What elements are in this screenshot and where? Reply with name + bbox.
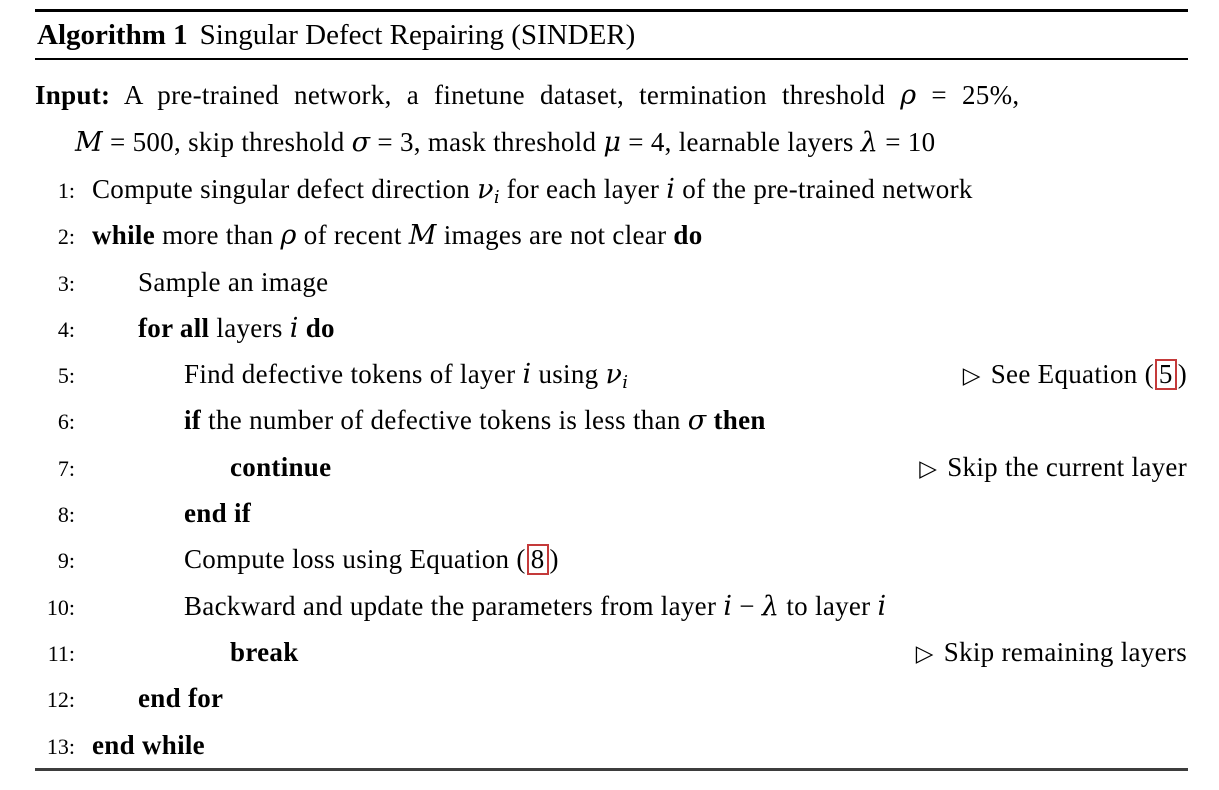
text-segment: while bbox=[92, 220, 156, 251]
text-segment: i bbox=[289, 312, 299, 344]
text-segment: Skip remaining layers bbox=[943, 636, 1187, 667]
equation-ref-link[interactable]: 5 bbox=[1155, 359, 1177, 390]
text-segment: σ bbox=[351, 127, 371, 158]
text-segment: i bbox=[666, 174, 676, 205]
text-segment: the number of defective tokens is less than bbox=[201, 405, 688, 436]
statement bbox=[75, 452, 331, 482]
text-segment: = 10 bbox=[878, 127, 936, 157]
line-number: 5: bbox=[57, 363, 75, 389]
comment-triangle-icon: ▷ bbox=[915, 640, 934, 666]
algo-line-6 bbox=[35, 397, 1188, 443]
algo-line-10 bbox=[35, 583, 1188, 629]
algo-line-12 bbox=[35, 675, 1188, 721]
text-segment: i bbox=[877, 590, 887, 622]
bottom-rule bbox=[35, 768, 1188, 771]
text-segment: ρ bbox=[280, 220, 297, 252]
text-segment: end while bbox=[92, 729, 205, 760]
input-block bbox=[35, 60, 1188, 166]
text-segment: Sample an image bbox=[138, 266, 329, 297]
statement bbox=[75, 174, 973, 208]
comment-triangle-icon: ▷ bbox=[919, 455, 938, 481]
text-segment: M bbox=[408, 220, 437, 252]
inline-comment bbox=[919, 444, 1187, 490]
statement bbox=[75, 405, 766, 435]
line-number: 2: bbox=[57, 224, 75, 250]
text-segment: Input: bbox=[35, 80, 111, 110]
text-segment: = 3, mask threshold bbox=[370, 127, 604, 157]
text-segment: ν bbox=[477, 174, 494, 205]
algo-line-4 bbox=[35, 305, 1188, 351]
text-segment: end for bbox=[138, 683, 224, 714]
line-number: 9: bbox=[57, 548, 75, 574]
input-line bbox=[35, 119, 1188, 166]
text-segment: if bbox=[184, 405, 202, 436]
text-segment: Find defective tokens of layer bbox=[184, 359, 523, 390]
text-segment: See Equation ( bbox=[990, 359, 1154, 390]
line-number: 6: bbox=[57, 409, 75, 435]
input-line bbox=[35, 72, 1188, 119]
algo-line-1 bbox=[35, 166, 1188, 212]
line-number: 13: bbox=[46, 733, 75, 759]
text-segment: Compute singular defect direction bbox=[92, 174, 478, 204]
text-segment: σ bbox=[687, 405, 707, 437]
text-segment: − bbox=[732, 590, 762, 621]
text-segment: M bbox=[75, 127, 103, 158]
text-segment: break bbox=[230, 636, 299, 667]
statement bbox=[75, 591, 886, 621]
statement bbox=[75, 683, 223, 713]
text-segment: ρ bbox=[900, 80, 917, 111]
statement bbox=[75, 313, 335, 343]
algo-line-3 bbox=[35, 259, 1188, 305]
text-segment: Backward and update the parameters from layer bbox=[184, 590, 724, 621]
algorithm-body bbox=[35, 166, 1188, 768]
equation-ref-link[interactable]: 8 bbox=[527, 544, 549, 575]
text-segment: layers bbox=[209, 312, 290, 343]
line-number: 1: bbox=[57, 178, 75, 203]
text-segment: do bbox=[305, 312, 335, 343]
algo-line-13 bbox=[35, 722, 1188, 768]
text-segment: of the pre-trained network bbox=[675, 174, 973, 204]
algo-line-7 bbox=[35, 444, 1188, 490]
text-segment: for all bbox=[138, 312, 210, 343]
text-segment: Skip the current layer bbox=[947, 451, 1187, 482]
text-segment: Compute loss using Equation ( bbox=[184, 544, 526, 575]
statement bbox=[75, 730, 205, 760]
line-number: 3: bbox=[57, 270, 75, 296]
text-segment: more than bbox=[155, 220, 281, 251]
text-segment: = 500, skip threshold bbox=[102, 127, 352, 157]
text-segment: = 4, learnable layers bbox=[621, 127, 861, 157]
text-segment: do bbox=[673, 220, 703, 251]
line-number: 4: bbox=[57, 316, 75, 342]
algo-line-11 bbox=[35, 629, 1188, 675]
text-segment: using bbox=[531, 359, 606, 390]
algo-line-2 bbox=[35, 212, 1188, 258]
text-segment: images are not clear bbox=[436, 220, 674, 251]
line-number: 8: bbox=[57, 502, 75, 528]
text-segment bbox=[706, 405, 713, 435]
inline-comment bbox=[916, 629, 1187, 675]
text-segment: of recent bbox=[296, 220, 409, 251]
comment-triangle-icon: ▷ bbox=[962, 363, 981, 389]
statement bbox=[75, 220, 703, 250]
statement bbox=[75, 544, 559, 574]
text-segment: then bbox=[713, 405, 766, 436]
statement bbox=[75, 498, 251, 528]
text-segment: to layer bbox=[779, 590, 878, 621]
inline-comment bbox=[963, 351, 1187, 397]
algorithm-block bbox=[35, 9, 1188, 771]
text-segment: continue bbox=[230, 451, 332, 482]
text-segment: ν bbox=[605, 359, 623, 391]
algorithm-header bbox=[35, 12, 1188, 58]
text-segment: μ bbox=[603, 127, 622, 158]
algo-line-9 bbox=[35, 536, 1188, 582]
line-number: 7: bbox=[57, 455, 75, 481]
algo-line-8 bbox=[35, 490, 1188, 536]
line-number: 12: bbox=[46, 687, 75, 713]
text-segment: i bbox=[522, 359, 532, 391]
text-segment: i bbox=[622, 372, 628, 394]
text-segment: A pre-trained network, a finetune dataset, termination threshold bbox=[110, 80, 901, 110]
statement bbox=[75, 637, 299, 667]
text-segment bbox=[299, 313, 306, 343]
algo-line-5 bbox=[35, 351, 1188, 397]
algorithm-label: Algorithm 1 bbox=[37, 19, 188, 51]
algorithm-title: Singular Defect Repairing (SINDER) bbox=[199, 19, 636, 51]
text-segment: ) bbox=[549, 544, 559, 575]
statement bbox=[75, 359, 628, 394]
text-segment: ) bbox=[1177, 359, 1187, 390]
text-segment: λ bbox=[860, 127, 879, 158]
line-number: 10: bbox=[46, 594, 75, 620]
text-segment: for each layer bbox=[499, 174, 667, 204]
text-segment: i bbox=[493, 187, 500, 208]
line-number: 11: bbox=[47, 640, 75, 666]
text-segment: end if bbox=[184, 498, 252, 529]
text-segment: = 25%, bbox=[916, 80, 1020, 110]
text-segment: i bbox=[723, 590, 733, 622]
text-segment: λ bbox=[761, 590, 780, 622]
statement bbox=[75, 267, 328, 297]
